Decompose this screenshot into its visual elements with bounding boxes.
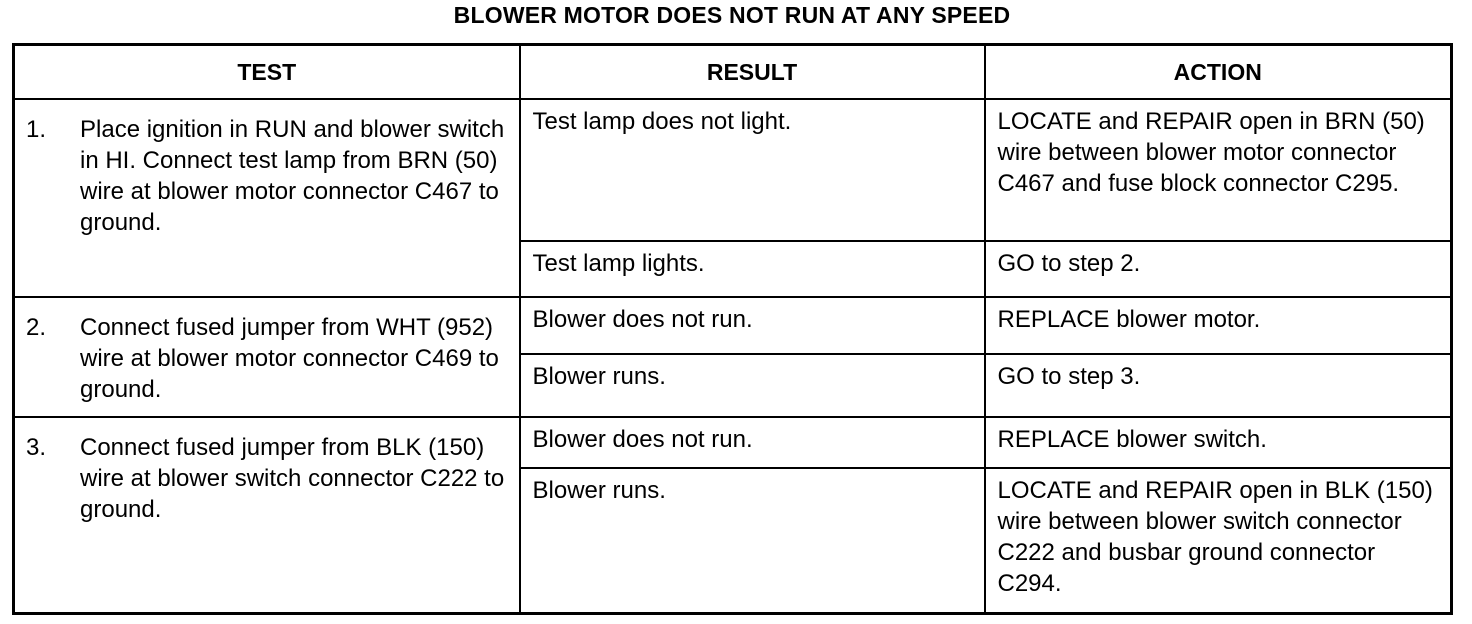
page-title: BLOWER MOTOR DOES NOT RUN AT ANY SPEED (453, 2, 1011, 28)
action-cell: GO to step 2. (985, 241, 1452, 298)
header-result: RESULT (520, 45, 985, 100)
test-cell-step-1 (14, 99, 520, 297)
table-row (14, 297, 1452, 354)
test-cell-step-3 (14, 417, 520, 614)
action-cell: REPLACE blower switch. (985, 417, 1452, 468)
step-number: 2. (26, 314, 47, 342)
result-cell: Blower does not run. (520, 417, 985, 468)
result-cell: Blower does not run. (520, 297, 985, 354)
header-action: ACTION (985, 45, 1452, 100)
diagnostic-table (12, 43, 1453, 615)
header-test: TEST (14, 45, 520, 100)
step-number: 3. (26, 433, 47, 461)
step-number: 1. (26, 116, 47, 143)
table-row (14, 99, 1452, 241)
test-description: Connect fused jumper from WHT (952) wire at blower motor connector C469 to ground. (80, 314, 499, 404)
result-cell: Blower runs. (520, 468, 985, 614)
test-description: Connect fused jumper from BLK (150) wire at blower switch connector C222 to ground. (80, 433, 505, 523)
test-cell-step-2 (14, 297, 520, 416)
result-cell: Blower runs. (520, 354, 985, 417)
table-row (14, 417, 1452, 468)
action-cell: GO to step 3. (985, 354, 1452, 417)
result-cell: Test lamp does not light. (520, 99, 985, 241)
test-description: Place ignition in RUN and blower switch in HI. Connect test lamp from BRN (50) wire at blower motor connector C467 to ground. (80, 116, 505, 236)
result-cell: Test lamp lights. (520, 241, 985, 298)
header-row (14, 45, 1452, 100)
action-cell: REPLACE blower motor. (985, 297, 1452, 354)
action-cell: LOCATE and REPAIR open in BRN (50) wire between blower motor connector C467 and fuse block connector C295. (985, 99, 1452, 241)
action-cell: LOCATE and REPAIR open in BLK (150) wire between blower switch connector C222 and busbar ground connector C294. (985, 468, 1452, 614)
